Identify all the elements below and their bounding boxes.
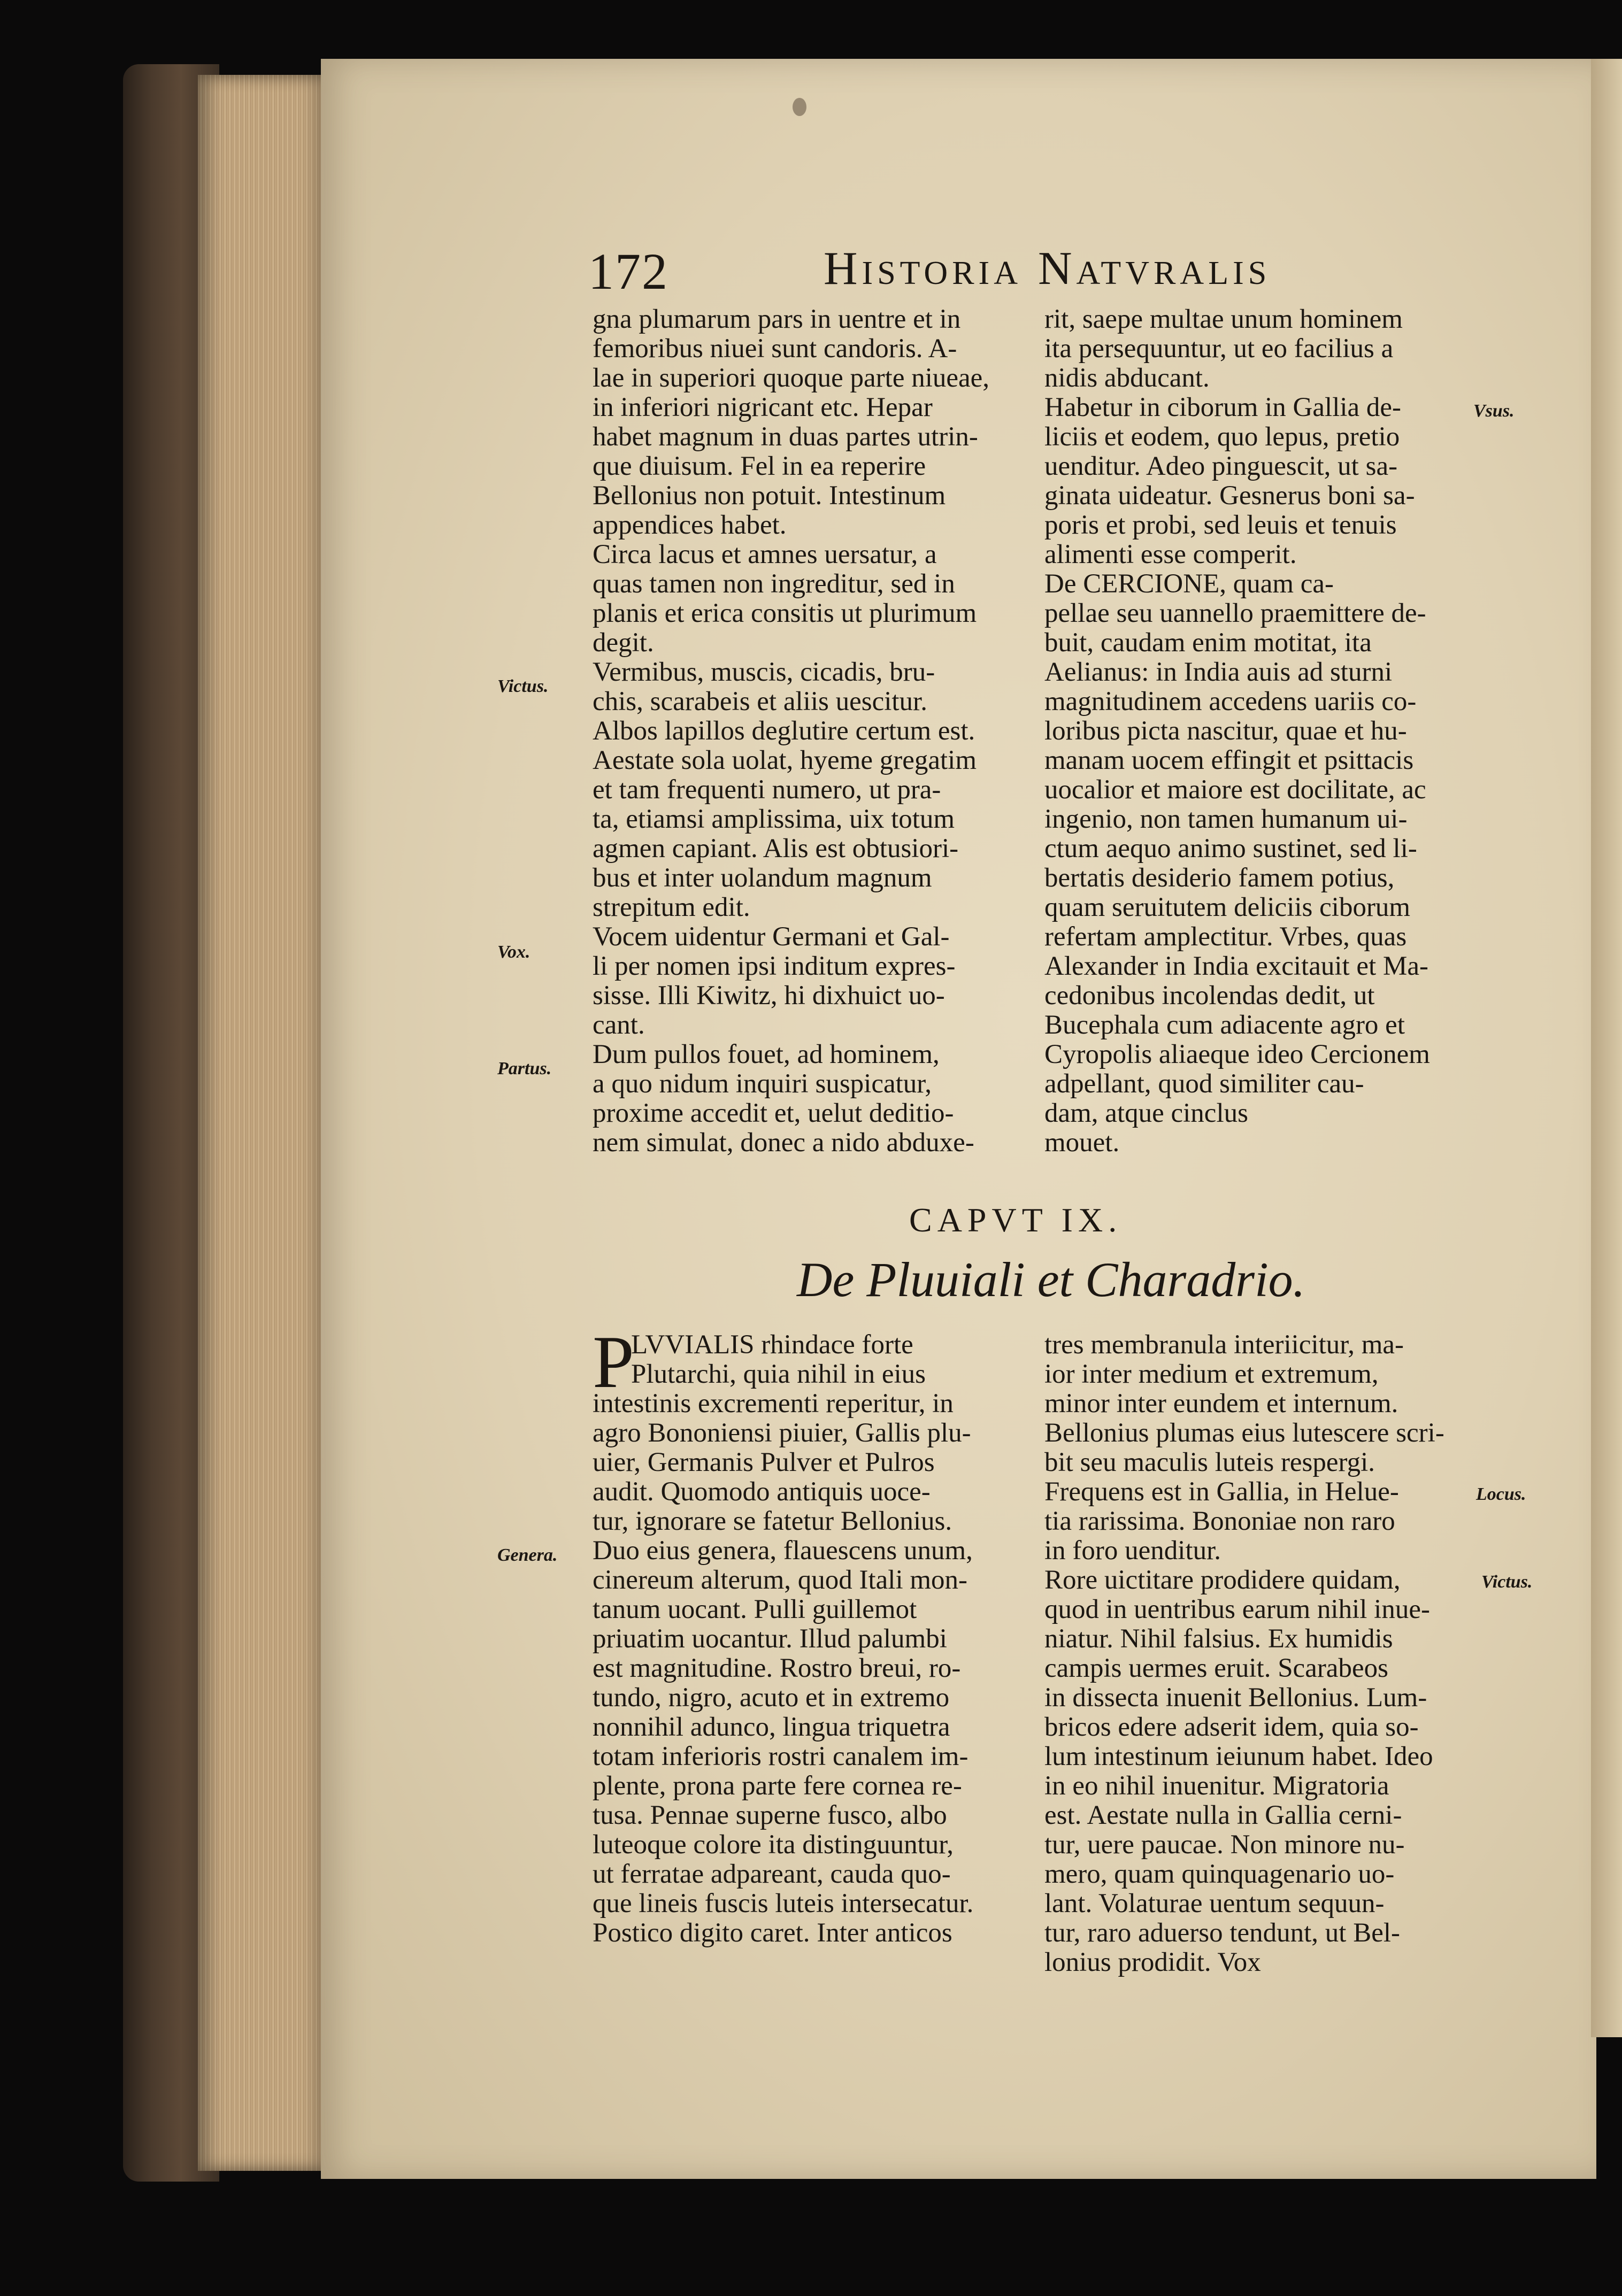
margin-note-locus: Locus. bbox=[1476, 1484, 1526, 1504]
running-head bbox=[588, 242, 1519, 301]
facing-page-edge bbox=[1591, 59, 1622, 2037]
text-column-bottom-right: tres membranula interiicitur, ma- ior inter medium et extremum, minor inter eundem et internum. Bellonius plumas eius lutescere scri- bit seu maculis luteis respergi. Frequens est in Gallia, in Helue- tia rarissima. Bononiae non raro in foro uenditur. Rore uictitare prodidere quidam, quod in uentribus earum nihil inue- niatur. Nihil falsius. Ex humidis campis uermes eruit. Scarabeos in dissecta inuenit Bellonius. Lum- bricos edere adserit idem, quia so- lum intestinum ieiunum habet. Ideo in eo nihil inuenitur. Migratoria est. Aestate nulla in Gallia cerni- tur, uere paucae. Non minore nu- mero, quam quinquagenario uo- lant. Volaturae uentum sequun- tur, raro aduerso tendunt, ut Bel- lonius prodidit. Vox bbox=[1044, 1330, 1444, 1977]
running-title: Historia Natvralis bbox=[824, 243, 1271, 295]
chapter-heading: CAPVT IX. bbox=[909, 1201, 1123, 1239]
drop-cap: P bbox=[593, 1321, 634, 1404]
margin-note-vox: Vox. bbox=[497, 942, 531, 962]
chapter-title: De Pluuiali et Charadrio. bbox=[797, 1252, 1305, 1307]
text-column-top-right: rit, saepe multae unum hominem ita persequuntur, ut eo facilius a nidis abducant. Habetur in ciborum in Gallia de- liciis et eodem, quo lepus, pretio uenditur. Adeo pinguescit, ut sa- ginata uideatur. Gesnerus boni sa- poris et probi, sed leuis et tenuis alimenti esse comperit. De CERCIONE, quam ca- pellae seu uannello praemittere de- buit, caudam enim motitat, ita Aelianus: in India auis ad sturni magnitudinem accedens uariis co- loribus picta nascitur, quae et hu- manam uocem effingit et psittacis uocalior et maiore est docilitate, ac ingenio, non tamen humanum ui- ctum aequo animo sustinet, sed li- bertatis desiderio famem potius, quam seruitutem deliciis ciborum refertam amplectitur. Vrbes, quas Alexander in India excitauit et Ma- cedonibus incolendas dedit, ut Bucephala cum adiacente agro et Cyropolis aliaeque ideo Cercionem adpellant, quod similiter cau- dam, atque cinclus mouet. bbox=[1044, 304, 1430, 1158]
margin-note-partus: Partus. bbox=[497, 1059, 552, 1078]
margin-note-victus-2: Victus. bbox=[1481, 1572, 1533, 1592]
text-column-top-left: gna plumarum pars in uentre et in femoribus niuei sunt candoris. A- lae in superiori quoque parte niueae, in inferiori nigricant etc. Hepar habet magnum in duas partes utrin- que diuisum. Fel in ea reperire Bellonius non potuit. Intestinum appendices habet. Circa lacus et amnes uersatur, a quas tamen non ingreditur, sed in planis et erica consitis ut plurimum degit. Vermibus, muscis, cicadis, bru- chis, scarabeis et aliis uescitur. Albos lapillos deglutire certum est. Aestate sola uolat, hyeme gregatim et tam frequenti numero, ut pra- ta, etiamsi amplissima, uix totum agmen capiant. Alis est obtusiori- bus et inter uolandum magnum strepitum edit. Vocem uidentur Germani et Gal- li per nomen ipsi inditum expres- sisse. Illi Kiwitz, hi dixhuict uo- cant. Dum pullos fouet, ad hominem, a quo nidum inquiri suspicatur, proxime accedit et, uelut deditio- nem simulat, donec a nido abduxe- bbox=[593, 304, 990, 1158]
text-column-bottom-left: intestinis excrementi reperitur, in agro Bononiensi piuier, Gallis plu- uier, Germanis Pulver et Pulros audit. Quomodo antiquis uoce- tur, ignorare se fatetur Bellonius. Duo eius genera, flauescens unum, cinereum alterum, quod Itali mon- tanum uocant. Pulli guillemot priuatim uocantur. Illud palumbi est magnitudine. Rostro breui, ro- tundo, nigro, acuto et in extremo nonnihil adunco, lingua triquetra totam inferioris rostri canalem im- plente, prona parte fere cornea re- tusa. Pennae superne fusco, albo luteoque colore ita distinguuntur, ut ferratae adpareant, cauda quo- que lineis fuscis luteis intersecatur. Postico digito caret. Inter anticos bbox=[593, 1389, 974, 1948]
margin-note-usus: Vsus. bbox=[1473, 401, 1515, 421]
margin-note-genera: Genera. bbox=[497, 1545, 558, 1565]
text-column-bottom-left-opening: LVVIALIS rhindace forte Plutarchi, quia nihil in eius bbox=[631, 1330, 926, 1389]
page-fore-edge bbox=[198, 75, 326, 2171]
page-number: 172 bbox=[588, 243, 668, 300]
ink-smudge bbox=[793, 98, 806, 116]
margin-note-victus: Victus. bbox=[497, 676, 549, 696]
